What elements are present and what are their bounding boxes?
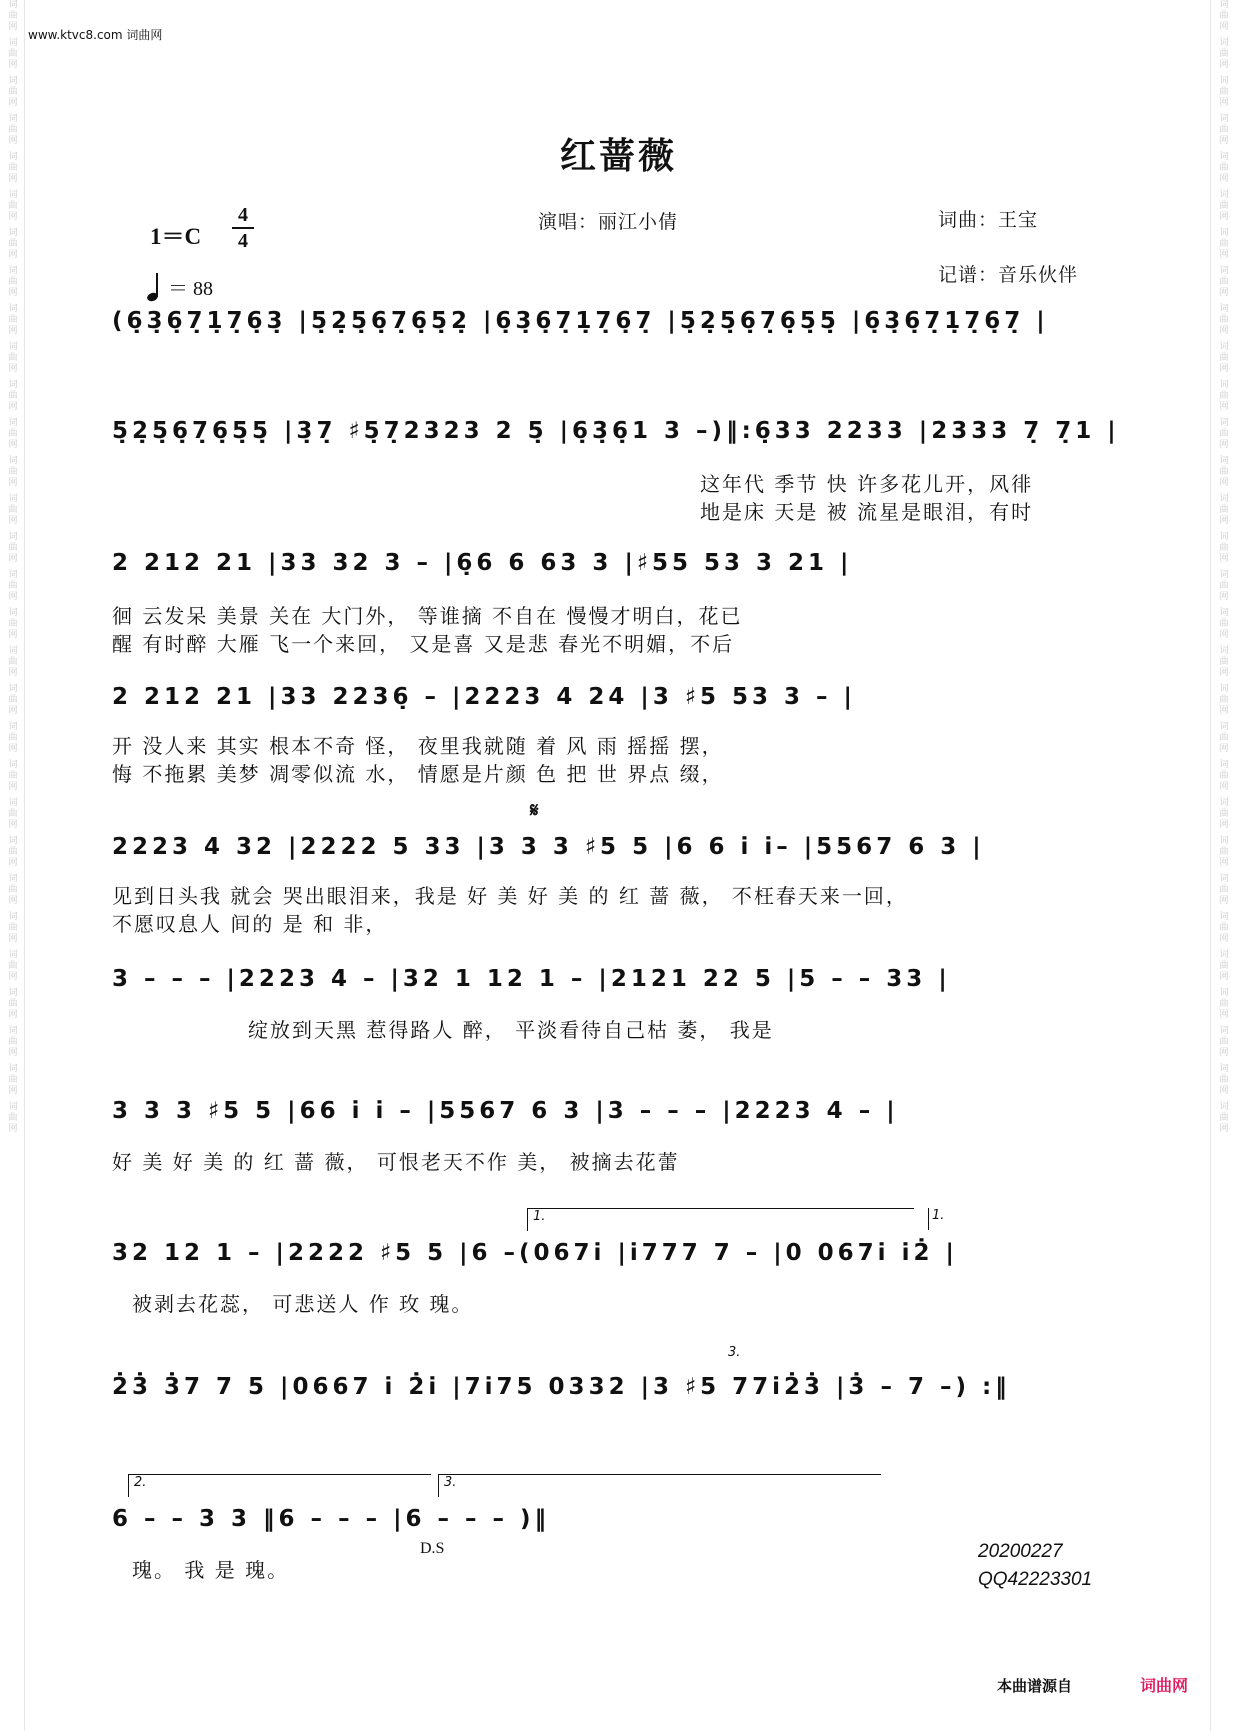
watermark-glyph: 词 曲 网 — [1219, 760, 1229, 792]
time-divider — [232, 227, 254, 229]
watermark-glyph: 词 曲 网 — [8, 1026, 18, 1058]
watermark-glyph: 词 曲 网 — [8, 418, 18, 450]
watermark-glyph: 词 曲 网 — [1219, 342, 1229, 374]
lyric-verse-1: 好 美 好 美 的 红 蔷 薇， 可恨老天不作 美， 被摘去花蕾 — [112, 1150, 680, 1174]
volta-bracket-3 — [728, 1345, 741, 1367]
volta-bracket-1 — [527, 1208, 914, 1231]
volta-number: 3. — [444, 1475, 457, 1490]
watermark-glyph: 词 曲 网 — [8, 190, 18, 222]
transcriber-credit: 记谱：音乐伙伴 — [938, 264, 1079, 286]
notation-line: 3 – – – |2223 4 – |32 1 12 1 – |2121 22 5 |5 – – 33 | — [112, 966, 951, 992]
notation-line: 2 212 21 |33 2236̣ – |2223 4 24 |3 ♯5 53 3 – | — [112, 684, 856, 710]
watermark-glyph: 词 曲 网 — [8, 38, 18, 70]
composer-credit: 词曲：王宝 — [938, 209, 1039, 231]
watermark-glyph: 词 曲 网 — [1219, 266, 1229, 298]
volta-number: 2. — [134, 1475, 147, 1490]
lyric-verse-1: 瑰。 我 是 瑰。 — [132, 1558, 290, 1582]
lyric-verse-1: 开 没人来 其实 根本不奇 怪， 夜里我就随 着 风 雨 摇摇 摆， — [112, 734, 724, 758]
watermark-glyph: 词 曲 网 — [1219, 646, 1229, 678]
watermark-glyph: 词 曲 网 — [8, 760, 18, 792]
watermark-glyph: 词 曲 网 — [8, 1064, 18, 1096]
watermark-glyph: 词 曲 网 — [1219, 190, 1229, 222]
volta-bracket-1b — [928, 1208, 945, 1230]
watermark-glyph: 词 曲 网 — [8, 228, 18, 260]
watermark-glyph: 词 曲 网 — [1219, 532, 1229, 564]
right-margin-line — [1210, 0, 1211, 1731]
lyric-verse-1: 这年代 季节 快 许多花儿开，风徘 — [700, 472, 1034, 496]
watermark-glyph: 词 曲 网 — [8, 988, 18, 1020]
transcriber-qq: QQ42223301 — [978, 1569, 1093, 1590]
watermark-glyph: 词 曲 网 — [1219, 950, 1229, 982]
left-margin-line — [24, 0, 25, 1731]
notation-line: 2223 4 32 |2222 5 33 |3 3 3 ♯5 5 |6 6 i̇ i̇– |5567 6 3 | — [112, 834, 985, 860]
watermark-glyph: 词 曲 网 — [8, 836, 18, 868]
watermark-glyph: 词 曲 网 — [8, 722, 18, 754]
watermark-glyph: 词 曲 网 — [1219, 722, 1229, 754]
watermark-glyph: 词 曲 网 — [1219, 988, 1229, 1020]
notation-line: 32 12 1 – |2222 ♯5 5 |6 –(067i̇ |i̇777 7 – |0 067i̇ i̇2̇ | — [112, 1240, 958, 1266]
watermark-glyph: 词 曲 网 — [8, 76, 18, 108]
brand-logo: 词曲网 — [1140, 1676, 1189, 1695]
lyric-verse-1: 绽放到天黑 惹得路人 醉， 平淡看待自己枯 萎， 我是 — [248, 1018, 774, 1042]
watermark-glyph: 词 曲 网 — [1219, 1102, 1229, 1134]
watermark-glyph: 词 曲 网 — [1219, 114, 1229, 146]
watermark-glyph: 词 曲 网 — [1219, 798, 1229, 830]
watermark-glyph: 词 曲 网 — [1219, 608, 1229, 640]
key-signature: 1＝C — [150, 224, 202, 249]
watermark-glyph: 词 曲 网 — [1219, 38, 1229, 70]
watermark-glyph: 词 曲 网 — [1219, 76, 1229, 108]
watermark-glyph: 词 曲 网 — [1219, 494, 1229, 526]
quarter-note-icon — [147, 273, 163, 301]
lyric-verse-1: 徊 云发呆 美景 关在 大门外， 等谁摘 不自在 慢慢才明白，花已 — [112, 604, 743, 628]
time-top: 4 — [238, 204, 248, 226]
watermark-glyph: 词 曲 网 — [1219, 152, 1229, 184]
watermark-glyph: 词 曲 网 — [8, 874, 18, 906]
transcription-date: 20200227 — [978, 1541, 1063, 1562]
watermark-glyph: 词 曲 网 — [8, 608, 18, 640]
watermark-glyph: 词 曲 网 — [8, 304, 18, 336]
watermark-glyph: 词 曲 网 — [1219, 456, 1229, 488]
watermark-glyph: 词 曲 网 — [1219, 418, 1229, 450]
watermark-glyph: 词 曲 网 — [1219, 570, 1229, 602]
tempo-value: ＝ 88 — [168, 278, 213, 300]
watermark-glyph: 词 曲 网 — [1219, 836, 1229, 868]
watermark-glyph: 词 曲 网 — [1219, 304, 1229, 336]
watermark-glyph: 词 曲 网 — [1219, 912, 1229, 944]
lyric-verse-2: 地是床 天是 被 流星是眼泪，有时 — [700, 500, 1034, 524]
song-title: 红蔷薇 — [559, 135, 677, 177]
watermark-glyph: 词 曲 网 — [8, 570, 18, 602]
watermark-glyph: 词 曲 网 — [1219, 228, 1229, 260]
lyric-verse-1: 见到日头我 就会 哭出眼泪来，我是 好 美 好 美 的 红 蔷 薇， 不枉春天来一回， — [112, 884, 908, 908]
time-bottom: 4 — [238, 230, 248, 252]
watermark-glyph: 词 曲 网 — [8, 494, 18, 526]
notation-line: 3 3 3 ♯5 5 |66 i̇ i̇ – |5567 6 3 |3 – – – |2223 4 – | — [112, 1098, 899, 1124]
watermark-glyph: 词 曲 网 — [8, 380, 18, 412]
notation-line: (6̣3̣6̣7̣1̣7̣6̣3̣ |5̣2̣5̣6̣7̣6̣5̣2̣ |6̣3̣6̣7̣1̣7̣6̣7̣ |5̣2̣5̣6̣7̣6̣5̣5̣ |6̣3̣6̣7̣1̣7̣6̣7̣ | — [112, 308, 1049, 334]
right-watermark-strip — [1213, 0, 1235, 1731]
watermark-glyph: 词 曲 网 — [8, 912, 18, 944]
watermark-glyph: 词 曲 网 — [8, 266, 18, 298]
source-label: 本曲谱源自 — [997, 1677, 1073, 1695]
watermark-glyph: 词 曲 网 — [8, 684, 18, 716]
watermark-glyph: 词 曲 网 — [8, 342, 18, 374]
watermark-glyph: 词 曲 网 — [1219, 684, 1229, 716]
notation-line: 2 212 21 |33 32 3 – |6̣6 6 63 3 |♯55 53 3 21 | — [112, 550, 853, 576]
notation-line: 5̣2̣5̣6̣7̣6̣5̣5̣ |3̣7̣ ♯5̣7̣2323 2 5̣ |6̣3̣6̣1 3 –)‖:6̣33 2233 |2333 7̣ 7̣1 | — [112, 418, 1120, 444]
volta-number: 3. — [728, 1345, 741, 1360]
watermark-glyph: 词 曲 网 — [8, 1102, 18, 1134]
volta-number: 1. — [932, 1208, 945, 1223]
volta-number: 1. — [533, 1209, 546, 1224]
watermark-glyph: 词 曲 网 — [1219, 1026, 1229, 1058]
watermark-glyph: 词 曲 网 — [8, 152, 18, 184]
watermark-glyph: 词 曲 网 — [1219, 1064, 1229, 1096]
lyric-verse-2: 醒 有时醉 大雁 飞一个来回， 又是喜 又是悲 春光不明媚，不后 — [112, 632, 735, 656]
segno-sign: 𝄋 — [530, 798, 539, 822]
watermark-glyph: 词 曲 网 — [1219, 380, 1229, 412]
lyric-verse-1: 被剥去花蕊， 可悲送人 作 玫 瑰。 — [132, 1292, 474, 1316]
watermark-glyph: 词 曲 网 — [8, 0, 18, 32]
left-watermark-strip — [2, 0, 24, 1731]
watermark-glyph: 词 曲 网 — [8, 456, 18, 488]
watermark-glyph: 词 曲 网 — [8, 114, 18, 146]
singer-credit: 演唱：丽江小倩 — [538, 211, 679, 233]
watermark-glyph: 词 曲 网 — [8, 798, 18, 830]
site-url: www.ktvc8.com 词曲网 — [28, 28, 163, 42]
watermark-glyph: 词 曲 网 — [8, 950, 18, 982]
watermark-glyph: 词 曲 网 — [8, 532, 18, 564]
watermark-glyph: 词 曲 网 — [1219, 874, 1229, 906]
transcription-note — [978, 1538, 1092, 1594]
watermark-glyph: 词 曲 网 — [8, 646, 18, 678]
volta-bracket-3b — [438, 1474, 881, 1497]
volta-bracket-2 — [128, 1474, 431, 1497]
tempo-marking — [147, 272, 213, 301]
lyric-verse-2: 悔 不拖累 美梦 凋零似流 水， 情愿是片颜 色 把 世 界点 缀， — [112, 762, 724, 786]
watermark-glyph: 词 曲 网 — [1219, 0, 1229, 32]
notation-line: 6 – – 3 3 ‖6 – – – |6 – – – )‖ — [112, 1506, 551, 1532]
time-signature — [232, 204, 254, 252]
notation-line: 2̇3̇ 3̇7 7 5 |0667 i̇ 2̇i̇ |7i̇75 0332 |3 ♯5 77i̇2̇3̇ |3̇ – 7 –) :‖ — [112, 1374, 1011, 1400]
lyric-verse-2: 不愿叹息人 间的 是 和 非， — [112, 912, 388, 936]
dal-segno-marking: D.S — [420, 1540, 445, 1557]
